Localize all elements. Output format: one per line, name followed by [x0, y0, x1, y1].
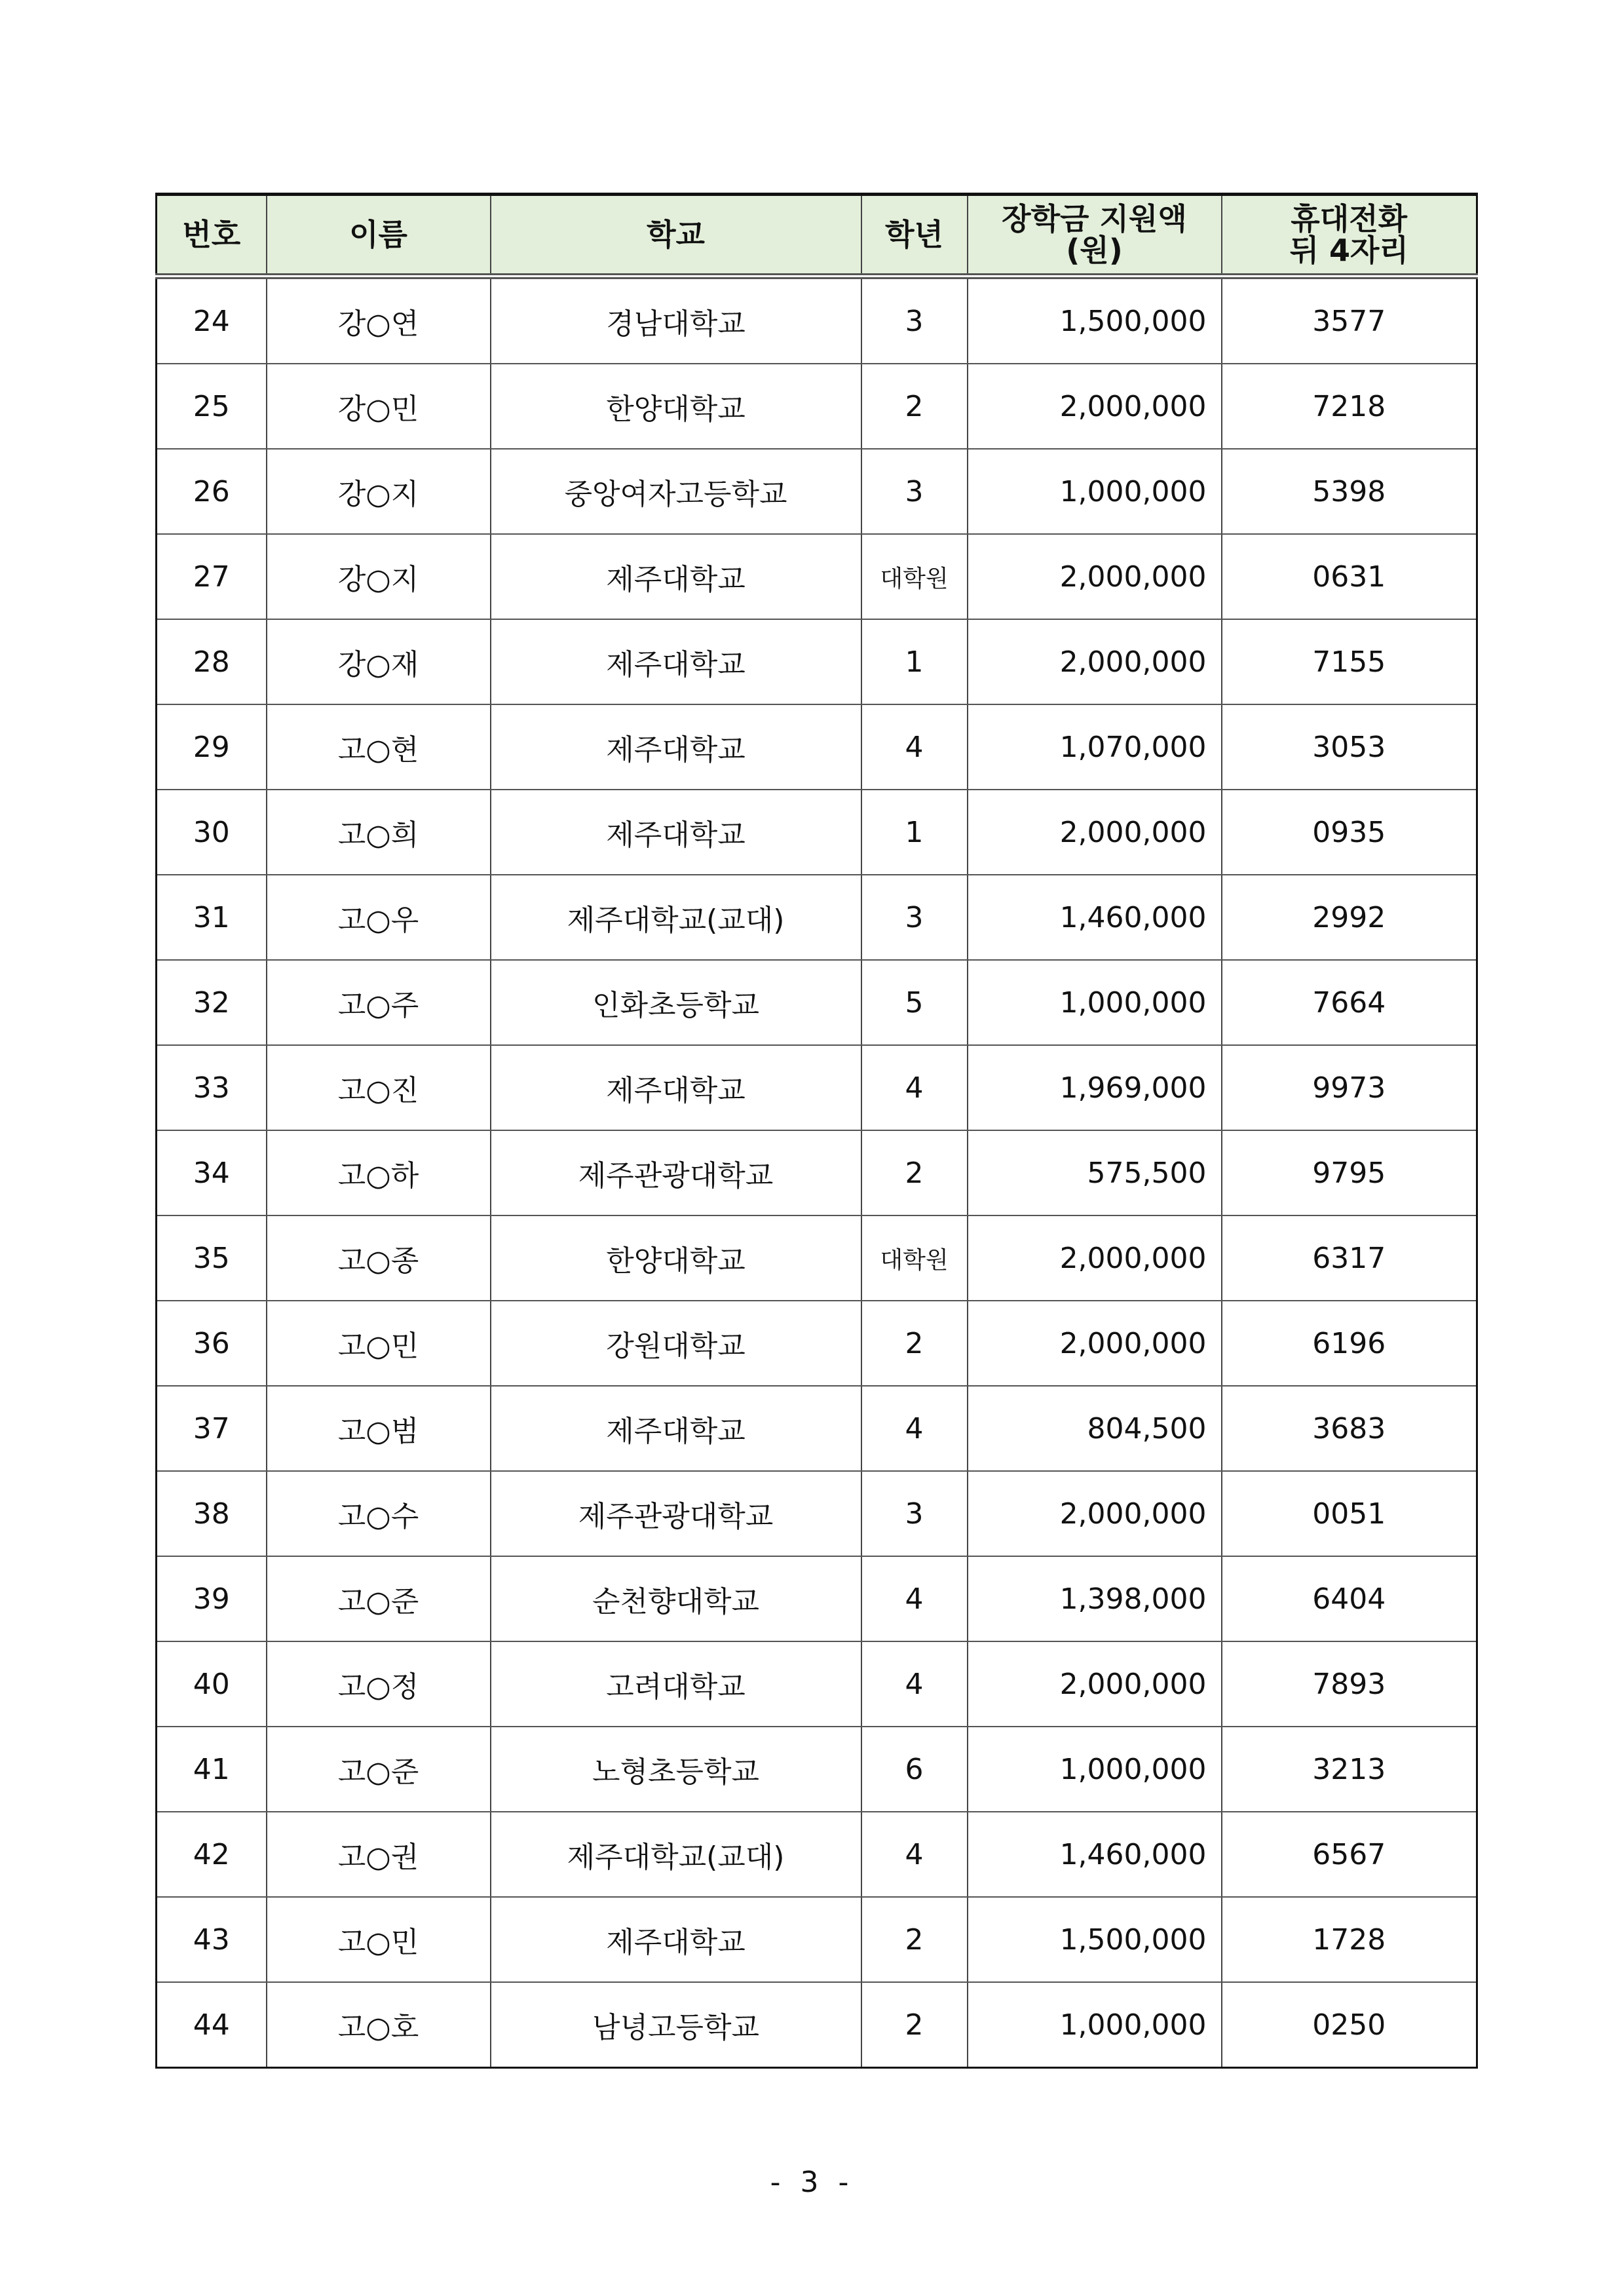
cell-phone: 9973: [1222, 1045, 1477, 1130]
cell-no: 43: [157, 1897, 267, 1982]
cell-no: 29: [157, 704, 267, 790]
cell-school: 고려대학교: [491, 1641, 861, 1727]
cell-school: 노형초등학교: [491, 1727, 861, 1812]
cell-no: 27: [157, 534, 267, 619]
table-row: [157, 534, 1477, 619]
cell-no: 31: [157, 875, 267, 960]
cell-name: 강○민: [267, 364, 491, 449]
table-row: [157, 364, 1477, 449]
cell-phone: 9795: [1222, 1130, 1477, 1215]
cell-grade: 2: [861, 364, 968, 449]
header-amount: [968, 195, 1222, 277]
table-row: [157, 449, 1477, 534]
cell-no: 33: [157, 1045, 267, 1130]
cell-grade: 4: [861, 704, 968, 790]
table-row: [157, 704, 1477, 790]
cell-phone: 7893: [1222, 1641, 1477, 1727]
cell-phone: 3053: [1222, 704, 1477, 790]
cell-amount: 1,969,000: [968, 1045, 1222, 1130]
cell-name: 고○하: [267, 1130, 491, 1215]
cell-phone: 6567: [1222, 1812, 1477, 1897]
cell-grade: 4: [861, 1386, 968, 1471]
cell-amount: 2,000,000: [968, 790, 1222, 875]
table-row: [157, 1812, 1477, 1897]
cell-grade: 4: [861, 1641, 968, 1727]
cell-school: 한양대학교: [491, 364, 861, 449]
cell-amount: 1,000,000: [968, 1727, 1222, 1812]
cell-grade: 5: [861, 960, 968, 1045]
cell-amount: 2,000,000: [968, 619, 1222, 704]
scholarship-table: [155, 193, 1478, 2069]
cell-grade: 4: [861, 1556, 968, 1641]
cell-no: 26: [157, 449, 267, 534]
page-number: - 3 -: [770, 2166, 854, 2199]
header-row: [157, 195, 1477, 277]
cell-name: 고○민: [267, 1301, 491, 1386]
table-row: [157, 1215, 1477, 1301]
cell-amount: 1,000,000: [968, 1982, 1222, 2068]
cell-school: 제주관광대학교: [491, 1130, 861, 1215]
cell-school: 중앙여자고등학교: [491, 449, 861, 534]
cell-amount: 804,500: [968, 1386, 1222, 1471]
cell-phone: 7664: [1222, 960, 1477, 1045]
cell-grade: 2: [861, 1897, 968, 1982]
cell-grade: 1: [861, 790, 968, 875]
table-row: [157, 875, 1477, 960]
header-amount-line1: 장학금 지원액: [1002, 201, 1187, 237]
cell-phone: 3577: [1222, 277, 1477, 364]
cell-amount: 2,000,000: [968, 1471, 1222, 1556]
cell-no: 38: [157, 1471, 267, 1556]
table-row: [157, 1897, 1477, 1982]
header-phone-line1: 휴대전화: [1291, 201, 1408, 237]
cell-name: 고○종: [267, 1215, 491, 1301]
cell-grade: 4: [861, 1812, 968, 1897]
table-row: [157, 277, 1477, 364]
cell-no: 34: [157, 1130, 267, 1215]
cell-school: 제주관광대학교: [491, 1471, 861, 1556]
cell-no: 25: [157, 364, 267, 449]
cell-grade: 1: [861, 619, 968, 704]
cell-phone: 6404: [1222, 1556, 1477, 1641]
cell-phone: 0631: [1222, 534, 1477, 619]
header-no: 번호: [157, 195, 267, 277]
cell-school: 제주대학교: [491, 1386, 861, 1471]
cell-name: 고○권: [267, 1812, 491, 1897]
cell-grade: 3: [861, 277, 968, 364]
cell-school: 남녕고등학교: [491, 1982, 861, 2068]
cell-phone: 6196: [1222, 1301, 1477, 1386]
cell-grade: 2: [861, 1982, 968, 2068]
cell-name: 강○재: [267, 619, 491, 704]
cell-amount: 1,000,000: [968, 960, 1222, 1045]
cell-phone: 6317: [1222, 1215, 1477, 1301]
table-row: [157, 790, 1477, 875]
header-grade: 학년: [861, 195, 968, 277]
cell-phone: 0051: [1222, 1471, 1477, 1556]
cell-school: 제주대학교(교대): [491, 1812, 861, 1897]
cell-amount: 2,000,000: [968, 1215, 1222, 1301]
cell-grade: 2: [861, 1130, 968, 1215]
cell-name: 고○수: [267, 1471, 491, 1556]
cell-school: 제주대학교: [491, 790, 861, 875]
cell-no: 39: [157, 1556, 267, 1641]
cell-name: 고○민: [267, 1897, 491, 1982]
table-row: [157, 1130, 1477, 1215]
cell-grade: 3: [861, 449, 968, 534]
table-row: [157, 1982, 1477, 2068]
cell-school: 인화초등학교: [491, 960, 861, 1045]
cell-phone: 1728: [1222, 1897, 1477, 1982]
cell-no: 24: [157, 277, 267, 364]
cell-amount: 1,070,000: [968, 704, 1222, 790]
cell-amount: 1,500,000: [968, 1897, 1222, 1982]
cell-phone: 0935: [1222, 790, 1477, 875]
cell-name: 고○정: [267, 1641, 491, 1727]
cell-name: 고○준: [267, 1556, 491, 1641]
cell-grade: 3: [861, 1471, 968, 1556]
table-row: [157, 619, 1477, 704]
cell-phone: 3683: [1222, 1386, 1477, 1471]
cell-school: 제주대학교: [491, 704, 861, 790]
cell-amount: 1,000,000: [968, 449, 1222, 534]
cell-phone: 3213: [1222, 1727, 1477, 1812]
cell-no: 30: [157, 790, 267, 875]
cell-amount: 1,460,000: [968, 875, 1222, 960]
cell-name: 강○지: [267, 534, 491, 619]
cell-school: 제주대학교: [491, 534, 861, 619]
cell-phone: 7155: [1222, 619, 1477, 704]
cell-amount: 2,000,000: [968, 364, 1222, 449]
header-phone: [1222, 195, 1477, 277]
cell-grade: 4: [861, 1045, 968, 1130]
cell-grade: 2: [861, 1301, 968, 1386]
table-row: [157, 1471, 1477, 1556]
table-row: [157, 1556, 1477, 1641]
cell-amount: 2,000,000: [968, 1301, 1222, 1386]
cell-grade: 대학원: [861, 1215, 968, 1301]
cell-name: 강○지: [267, 449, 491, 534]
cell-phone: 2992: [1222, 875, 1477, 960]
table-header: [157, 195, 1477, 277]
cell-name: 고○주: [267, 960, 491, 1045]
cell-grade: 6: [861, 1727, 968, 1812]
cell-school: 제주대학교(교대): [491, 875, 861, 960]
cell-amount: 1,500,000: [968, 277, 1222, 364]
header-name: 이름: [267, 195, 491, 277]
cell-school: 한양대학교: [491, 1215, 861, 1301]
cell-grade: 3: [861, 875, 968, 960]
cell-school: 순천향대학교: [491, 1556, 861, 1641]
cell-school: 경남대학교: [491, 277, 861, 364]
cell-amount: 1,460,000: [968, 1812, 1222, 1897]
table-row: [157, 1727, 1477, 1812]
table-row: [157, 960, 1477, 1045]
cell-name: 고○희: [267, 790, 491, 875]
cell-school: 강원대학교: [491, 1301, 861, 1386]
table-body: [157, 277, 1477, 2068]
cell-no: 36: [157, 1301, 267, 1386]
cell-name: 고○현: [267, 704, 491, 790]
cell-name: 고○우: [267, 875, 491, 960]
cell-name: 고○범: [267, 1386, 491, 1471]
cell-no: 35: [157, 1215, 267, 1301]
table-row: [157, 1045, 1477, 1130]
cell-no: 32: [157, 960, 267, 1045]
cell-amount: 1,398,000: [968, 1556, 1222, 1641]
cell-amount: 2,000,000: [968, 1641, 1222, 1727]
table-row: [157, 1301, 1477, 1386]
cell-amount: 2,000,000: [968, 534, 1222, 619]
cell-phone: 0250: [1222, 1982, 1477, 2068]
cell-name: 고○진: [267, 1045, 491, 1130]
cell-school: 제주대학교: [491, 619, 861, 704]
cell-phone: 5398: [1222, 449, 1477, 534]
cell-no: 28: [157, 619, 267, 704]
cell-name: 고○호: [267, 1982, 491, 2068]
cell-school: 제주대학교: [491, 1045, 861, 1130]
cell-grade: 대학원: [861, 534, 968, 619]
header-school: 학교: [491, 195, 861, 277]
table-row: [157, 1641, 1477, 1727]
cell-phone: 7218: [1222, 364, 1477, 449]
cell-no: 44: [157, 1982, 267, 2068]
header-amount-line2: (원): [1066, 233, 1123, 268]
cell-name: 고○준: [267, 1727, 491, 1812]
cell-amount: 575,500: [968, 1130, 1222, 1215]
table-row: [157, 1386, 1477, 1471]
cell-name: 강○연: [267, 277, 491, 364]
cell-no: 41: [157, 1727, 267, 1812]
cell-no: 42: [157, 1812, 267, 1897]
header-phone-line2: 뒤 4자리: [1289, 233, 1408, 268]
cell-school: 제주대학교: [491, 1897, 861, 1982]
cell-no: 40: [157, 1641, 267, 1727]
cell-no: 37: [157, 1386, 267, 1471]
